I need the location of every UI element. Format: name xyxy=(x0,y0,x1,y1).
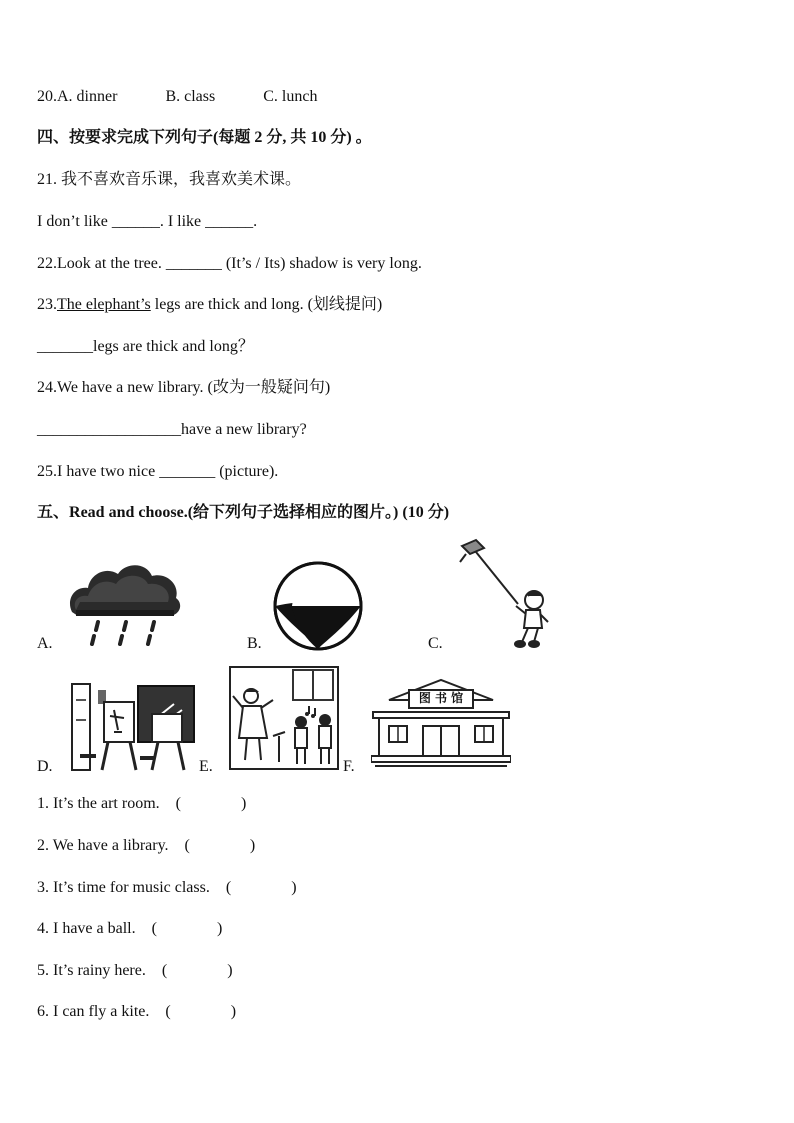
section5-prefix: 五、 xyxy=(37,504,70,521)
item-4-paren-open: ( xyxy=(151,920,157,937)
q20-options xyxy=(37,87,317,107)
library-sign: 图 书 馆 xyxy=(418,691,464,705)
q24-answer-text: have a new library? xyxy=(181,421,307,438)
item-4-text: 4. I have a ball. xyxy=(37,920,136,937)
kite-boy-icon xyxy=(454,538,554,652)
item-4-paren-close: ) xyxy=(216,920,223,937)
q23-line xyxy=(37,295,382,315)
q21-blank-1[interactable]: ______ xyxy=(111,213,160,230)
q25-blank[interactable]: _______ xyxy=(159,463,216,480)
list-item xyxy=(37,919,222,939)
item-2-text: 2. We have a library. xyxy=(37,837,169,854)
list-item xyxy=(37,794,246,814)
item-5-text: 5. It’s rainy here. xyxy=(37,962,146,979)
q23-blank[interactable]: _______ xyxy=(37,338,93,355)
q21-text-1: I don’t like xyxy=(37,213,108,230)
item-3-paren-close: ) xyxy=(291,879,297,896)
item-2-paren-close: ) xyxy=(249,837,256,854)
music-class-icon xyxy=(229,666,339,770)
q22-text-2: (It’s / Its) shadow is very long. xyxy=(225,255,422,272)
picture-c-label: C. xyxy=(428,635,443,652)
picture-e-label: E. xyxy=(199,758,213,775)
q21-answer-line xyxy=(37,212,257,232)
ball-icon xyxy=(272,560,364,652)
item-3-paren-open: ( xyxy=(225,879,232,896)
q21-text-2: . I like xyxy=(159,213,202,230)
q23-text: legs are thick and long. xyxy=(154,296,304,313)
list-item xyxy=(37,836,255,856)
rain-cloud-icon xyxy=(64,560,184,652)
q25-line xyxy=(37,462,278,482)
section5-title-en: Read and choose. xyxy=(69,504,188,521)
q23-answer-text: legs are thick and long？ xyxy=(93,338,254,355)
q20-option-a: A. dinner xyxy=(57,88,118,105)
q21-text-3: . xyxy=(253,213,258,230)
section5-heading xyxy=(37,503,449,523)
q25-text-2: (picture). xyxy=(219,463,279,480)
list-item xyxy=(37,1002,236,1022)
section5-title-cn: (给下列句子选择相应的图片。) xyxy=(187,504,399,521)
item-1-paren-close: ) xyxy=(240,795,247,812)
section4-heading: 四、按要求完成下列句子(每题 2 分, 共 10 分) 。 xyxy=(37,129,372,146)
item-2-paren-open: ( xyxy=(184,837,190,854)
q22-line xyxy=(37,254,422,274)
q24-answer-line xyxy=(37,420,307,440)
picture-b-label: B. xyxy=(247,635,262,652)
library-building-icon xyxy=(371,676,511,768)
q24-hint: (改为一般疑问句) xyxy=(207,379,331,396)
q23-answer-line xyxy=(37,337,254,357)
q24-blank[interactable]: __________________ xyxy=(37,421,181,438)
section5-score: (10 分) xyxy=(402,504,450,521)
q22-text-1: 22.Look at the tree. xyxy=(37,255,162,272)
q21-prompt: 21. 我不喜欢音乐课，我喜欢美术课。 xyxy=(37,171,302,188)
item-5-paren-open: ( xyxy=(161,962,168,979)
q23-number: 23. xyxy=(37,296,57,313)
item-3-text: 3. It’s time for music class. xyxy=(37,879,210,896)
q23-hint: (划线提问) xyxy=(307,296,383,313)
q20-option-c: C. lunch xyxy=(263,88,318,105)
picture-a-label: A. xyxy=(37,635,53,652)
list-item xyxy=(37,878,297,898)
q20-number: 20. xyxy=(37,88,57,105)
picture-d-label: D. xyxy=(37,758,53,775)
list-item xyxy=(37,961,233,981)
item-6-text: 6. I can fly a kite. xyxy=(37,1003,150,1020)
picture-f-label: F. xyxy=(343,758,355,775)
item-6-paren-open: ( xyxy=(165,1003,171,1020)
q20-option-b: B. class xyxy=(165,88,216,105)
q25-text-1: 25.I have two nice xyxy=(37,463,156,480)
q24-text: 24.We have a new library. xyxy=(37,379,204,396)
item-5-paren-close: ) xyxy=(227,962,233,979)
art-room-icon xyxy=(70,680,196,772)
q23-underlined-phrase: The elephant’s xyxy=(57,296,151,313)
item-1-text: 1. It’s the art room. xyxy=(37,795,160,812)
q21-blank-2[interactable]: ______ xyxy=(205,213,254,230)
q22-blank[interactable]: _______ xyxy=(165,255,222,272)
item-6-paren-close: ) xyxy=(230,1003,237,1020)
q24-line xyxy=(37,378,330,398)
item-1-paren-open: ( xyxy=(175,795,181,812)
